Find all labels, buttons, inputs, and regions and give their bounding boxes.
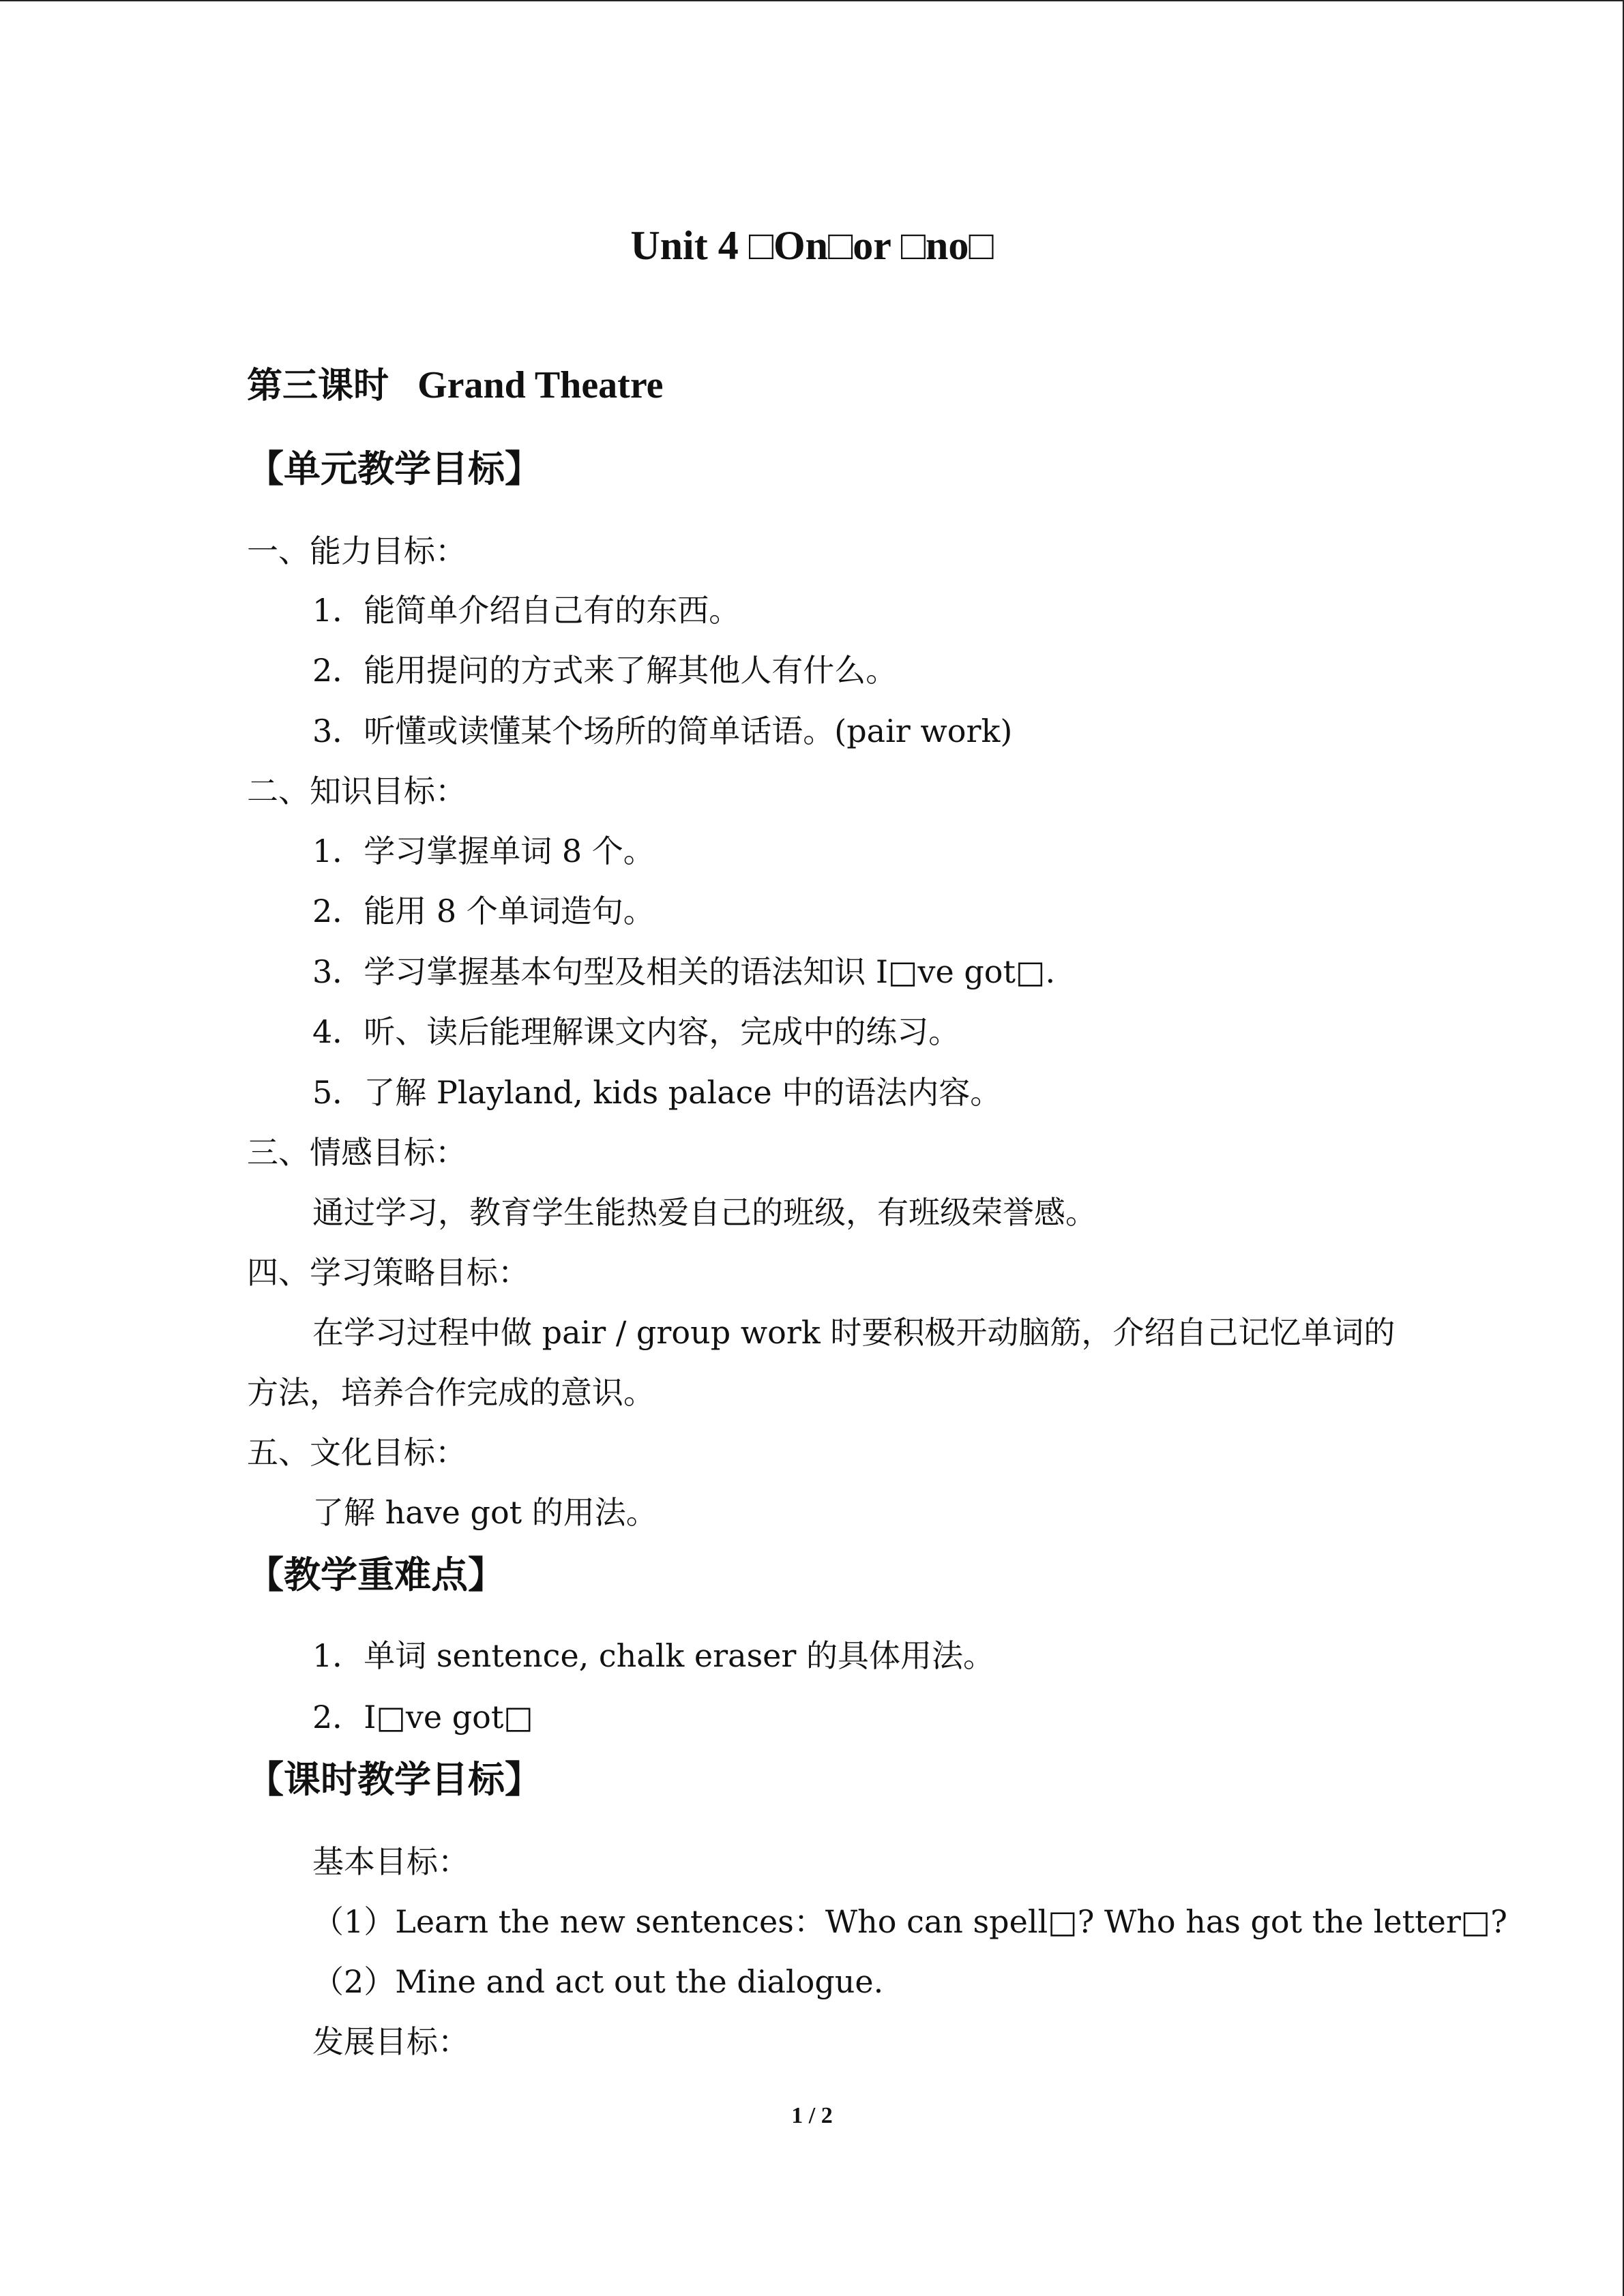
ability-item-1: 1．能简单介绍自己有的东西。 [312,592,741,629]
strategy-heading: 四、学习策略目标： [247,1254,529,1291]
ability-item-3: 3．听懂或读懂某个场所的简单话语。(pair work) [312,713,1013,749]
ability-item-2: 2．能用提问的方式来了解其他人有什么。 [312,652,898,689]
knowledge-heading: 二、知识目标： [247,773,467,809]
knowledge-item-5: 5．了解 Playland, kids palace 中的语法内容。 [312,1074,1002,1111]
strategy-text-line2: 方法，培养合作完成的意识。 [247,1374,655,1411]
lesson-name: Grand Theatre [417,364,664,406]
strategy-text-line1: 在学习过程中做 pair / group work 时要积极开动脑筋，介绍自己记忆单词的 [312,1314,1396,1351]
key-item-2: 2．I□ve got□ [312,1699,533,1735]
basic-goal-item-2: （2）Mine and act out the dialogue. [312,1963,884,2000]
develop-goal-heading: 发展目标： [312,2023,469,2060]
culture-heading: 五、文化目标： [247,1434,467,1471]
section-unit-goals: 【单元教学目标】 [247,447,542,490]
knowledge-item-2: 2．能用 8 个单词造句。 [312,893,655,929]
ability-heading: 一、能力目标： [247,533,467,569]
lesson-heading [247,361,664,410]
basic-goal-heading: 基本目标： [312,1843,469,1880]
lesson-label: 第三课时 [247,366,389,406]
emotion-text: 通过学习，教育学生能热爱自己的班级，有班级荣誉感。 [312,1194,1097,1231]
section-lesson-goals: 【课时教学目标】 [247,1758,542,1801]
knowledge-item-4: 4．听、读后能理解课文内容，完成中的练习。 [312,1013,960,1050]
section-key-points: 【教学重难点】 [247,1553,505,1596]
culture-text: 了解 have got 的用法。 [312,1494,658,1531]
key-item-1: 1．单词 sentence, chalk eraser 的具体用法。 [312,1637,995,1674]
basic-goal-item-1: （1）Learn the new sentences：Who can spell□? Who has got the letter□? [312,1903,1507,1940]
document-title: Unit 4 □On□or □no□ [630,223,994,268]
knowledge-item-1: 1．学习掌握单词 8 个。 [312,833,655,869]
page-number: 1 / 2 [791,2103,833,2128]
knowledge-item-3: 3．学习掌握基本句型及相关的语法知识 I□ve got□. [312,953,1056,990]
emotion-heading: 三、情感目标： [247,1134,467,1171]
